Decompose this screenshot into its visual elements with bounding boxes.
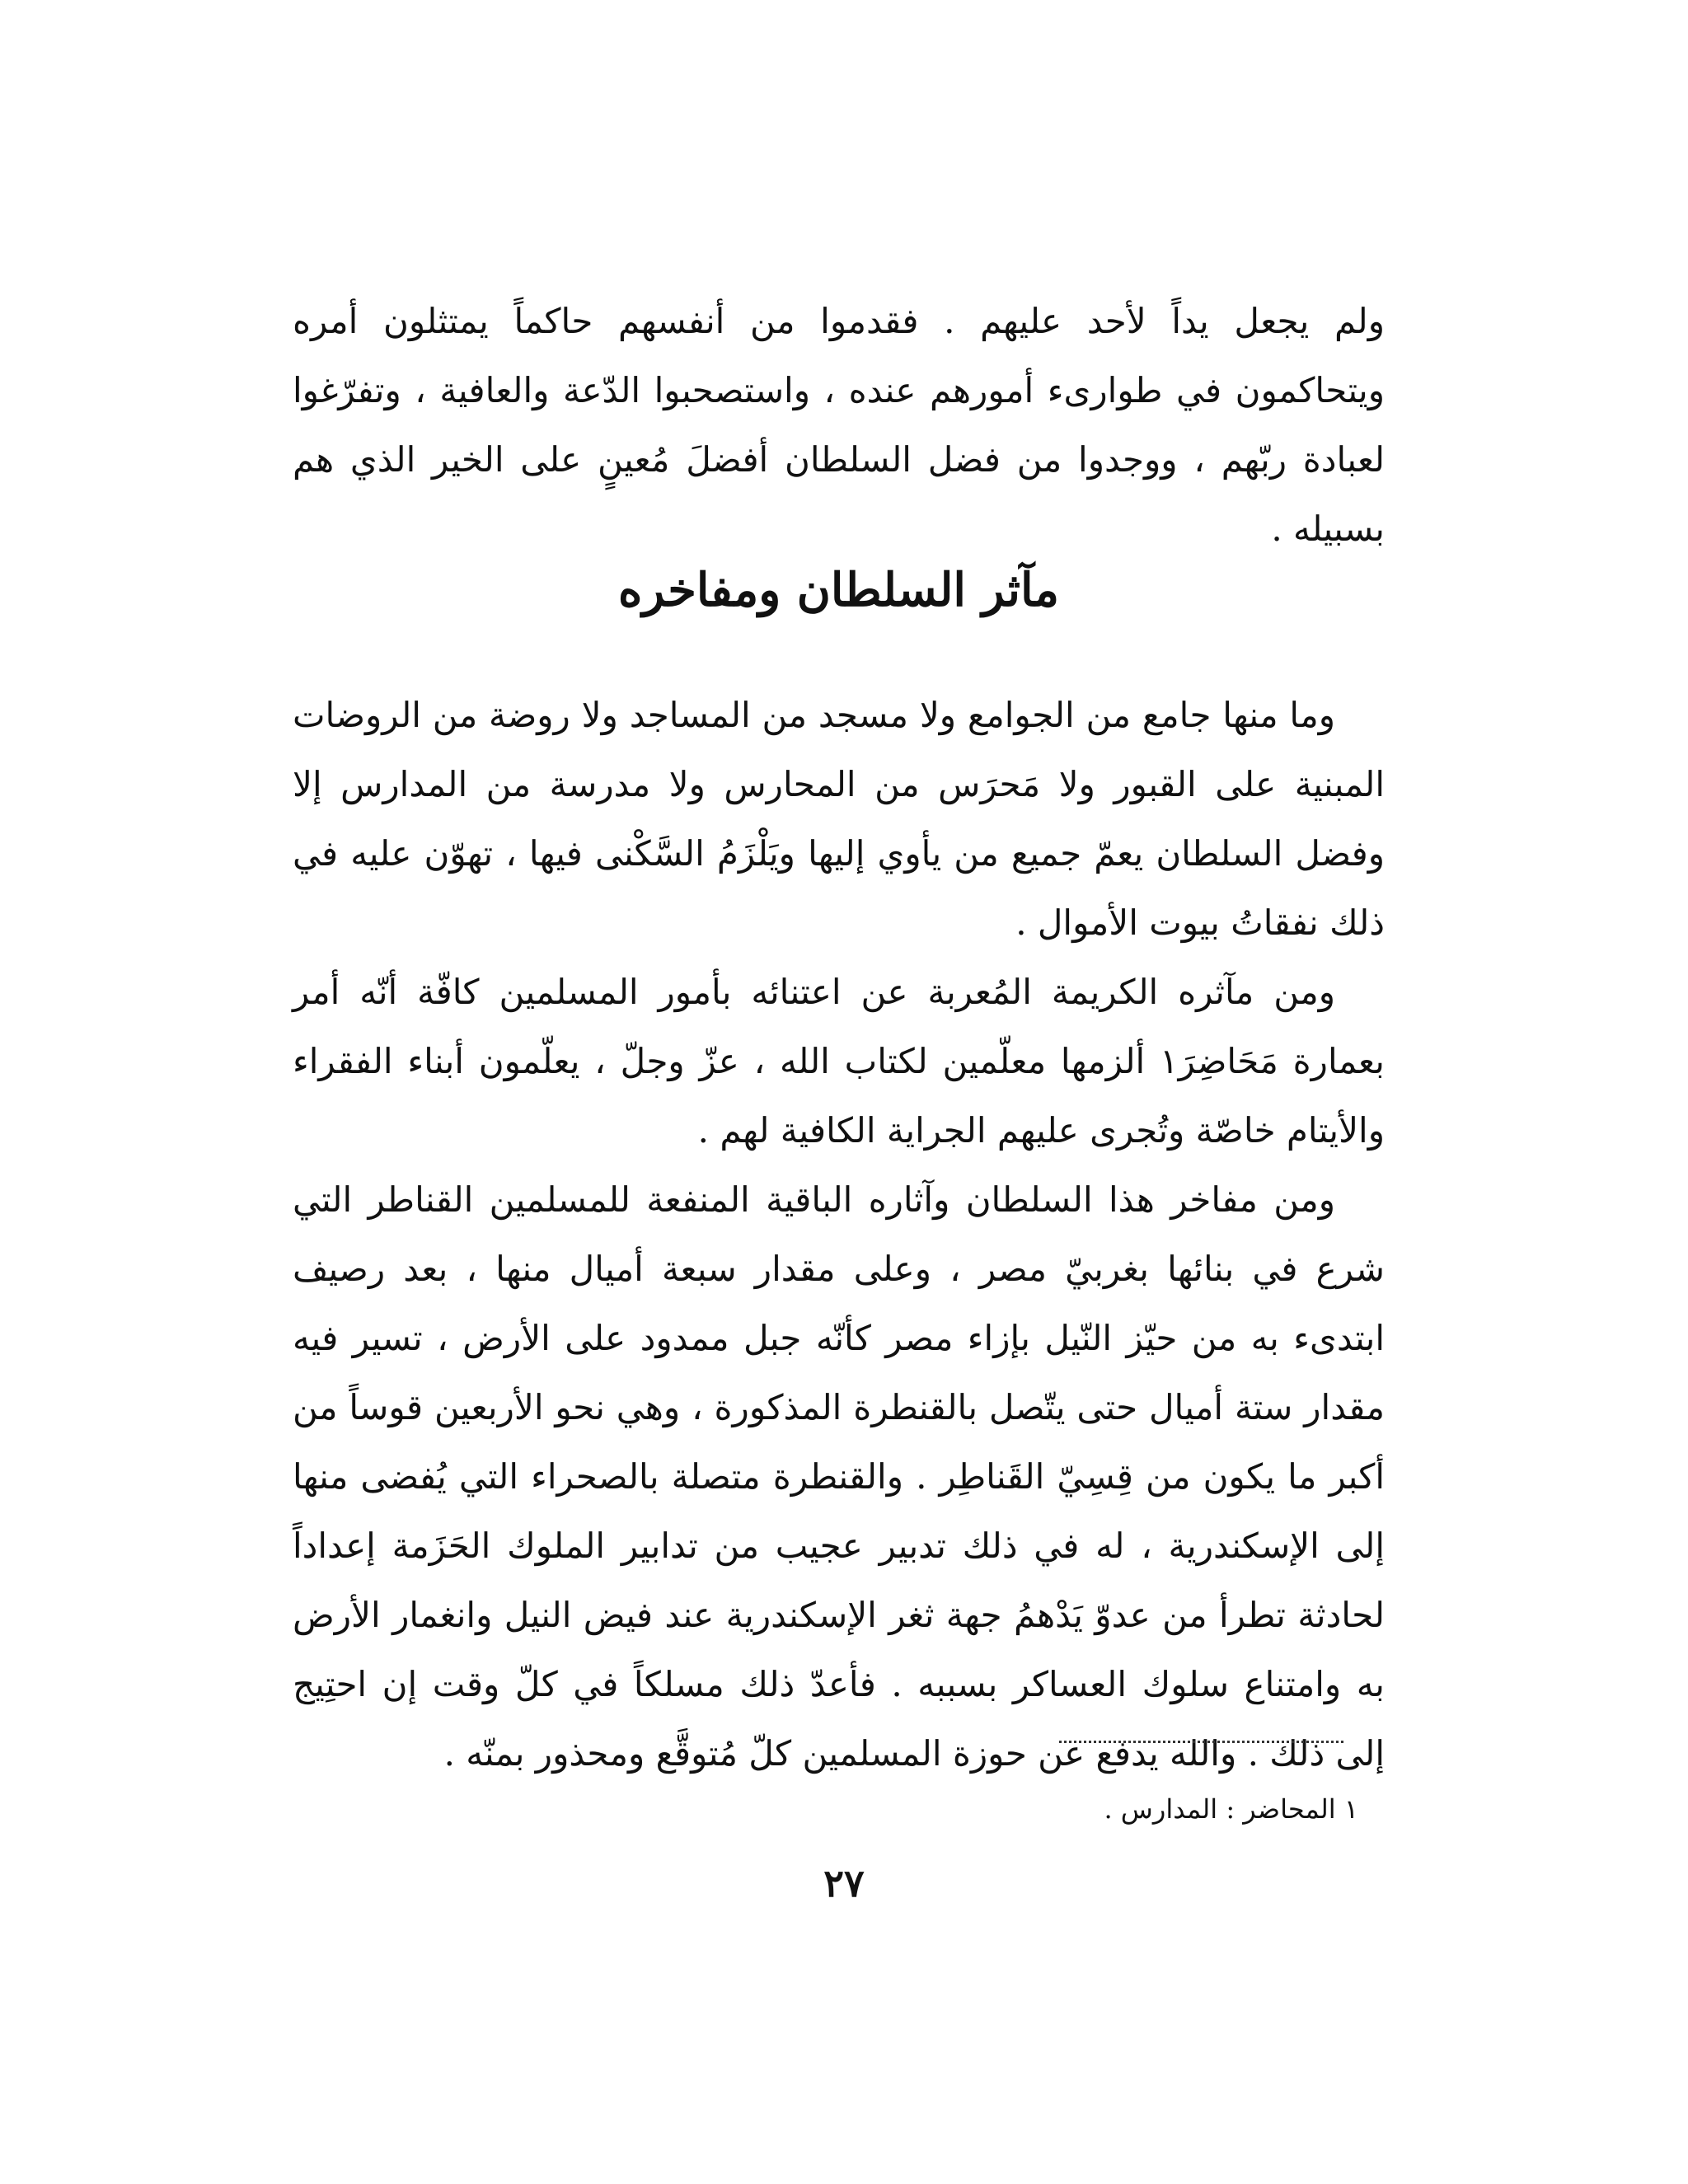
intro-paragraph-block [293,287,1385,564]
body-text [293,681,1385,1788]
paragraph-buildings: وما منها جامع من الجوامع ولا مسجد من المساجد ولا روضة من الروضات المبنية على القبور ولا مَحرَس من المحارس ولا مدرسة من المدارس إلا وفضل السلطان يعمّ جميع من يأوي إليها ويَلْزَمُ السَّكْنى فيها ، تهوّن عليه في ذلك نفقاتُ بيوت الأموال . [293,695,1385,943]
footnote: ١ المحاضر : المدارس . [1104,1793,1358,1825]
paragraph-bridges: ومن مفاخر هذا السلطان وآثاره الباقية المنفعة للمسلمين القناطر التي شرع في بنائها بغربيّ مصر ، وعلى مقدار سبعة أميال منها ، بعد رصيف ابتدىء به من حيّز النّيل بإزاء مصر كأنّه جبل ممدود على الأرض ، تسير فيه مقدار ستة أميال حتى يتّصل بالقنطرة المذكورة ، وهي نحو الأربعين قوساً من أكبر ما يكون من قِسِيّ القَناطِر . والقنطرة متصلة بالصحراء التي يُفضى منها إلى الإسكندرية ، له في ذلك تدبير عجيب من تدابير الملوك الحَزَمة إعداداً لحادثة تطرأ من عدوّ يَدْهمُ جهة ثغر الإسكندرية عند فيض النيل وانغمار الأرض به وامتناع سلوك العساكر بسببه . فأعدّ ذلك مسلكاً في كلّ وقت إن احتِيج إلى ذلك . والله يدفع عن حوزة المسلمين كلّ مُتوقَّع ومحذور بمنّه . [293,1179,1385,1774]
footnote-divider [1059,1741,1343,1743]
section-heading: مآثر السلطان ومفاخره [617,563,1060,617]
paragraph-schools: ومن مآثره الكريمة المُعربة عن اعتنائه بأمور المسلمين كافّة أنّه أمر بعمارة مَحَاضِرَ١ ألزمها معلّمين لكتاب الله ، عزّ وجلّ ، يعلّمون أبناء الفقراء والأيتام خاصّة وتُجرى عليهم الجراية الكافية لهم . [293,972,1385,1151]
page-number: ٢٧ [823,1861,865,1905]
intro-paragraph: ولم يجعل يداً لأحد عليهم . فقدموا من أنفسهم حاكماً يمتثلون أمره ويتحاكمون في طوارىء أمورهم عنده ، واستصحبوا الدّعة والعافية ، وتفرّغوا لعبادة ربّهم ، ووجدوا من فضل السلطان أفضلَ مُعينٍ على الخير الذي هم بسبيله . [293,301,1385,549]
